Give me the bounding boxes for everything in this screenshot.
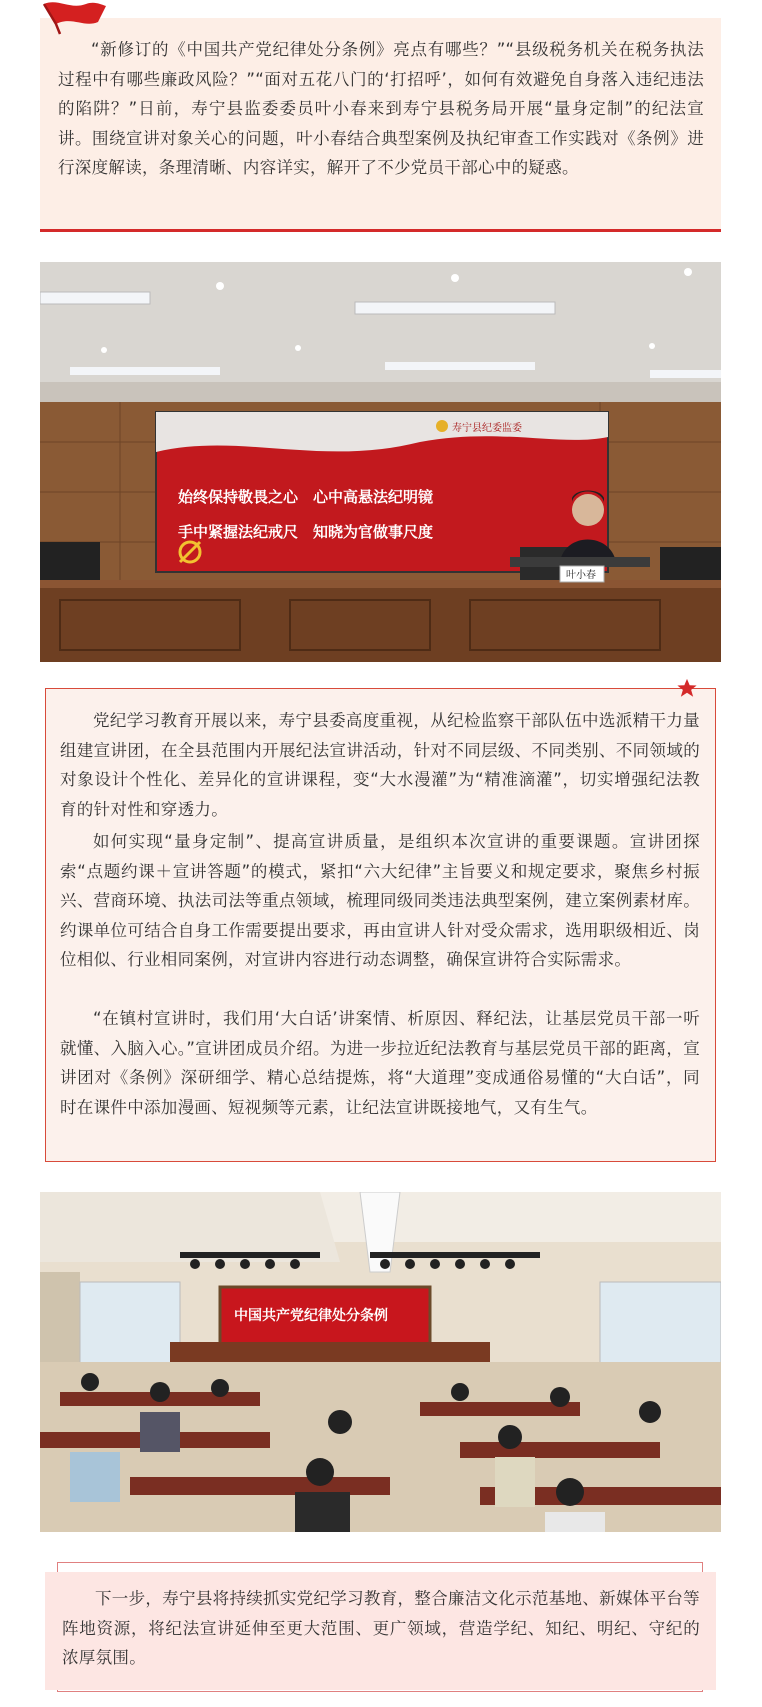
audience-photo <box>40 1192 721 1532</box>
closing-paragraph: 下一步，寿宁县将持续抓实党纪学习教育，整合廉洁文化示范基地、新媒体平台等阵地资源，将纪法宣讲延伸至更大范围、更广领域，营造学纪、知纪、明纪、守纪的浓厚氛围。 <box>62 1589 700 1667</box>
red-flag-icon <box>40 0 110 36</box>
screen-slogan-2: 手中紧握法纪戒尺 知晓为官做事尺度 <box>178 523 434 541</box>
intro-paragraph: “新修订的《中国共产党纪律处分条例》亮点有哪些？”“县级税务机关在税务执法过程中有哪些廉政风险？”“面对五花八门的‘打招呼’，如何有效避免自身落入违纪违法的陷阱？”日前，寿宁县监委委员叶小春来到寿宁县税务局开展“量身定制”的纪法宣讲。围绕宣讲对象关心的问题，叶小春结合典型案例及执纪审查工作实践对《条例》进行深度解读，条理清晰、内容详实，解开了不少党员干部心中的疑惑。 <box>58 40 704 177</box>
screen-title-text: 中国共产党纪律处分条例 <box>234 1308 388 1324</box>
star-icon <box>676 677 698 699</box>
body-paragraph-2: 如何实现“量身定制”、提高宣讲质量，是组织本次宣讲的重要课题。宣讲团探索“点题约课＋宣讲答题”的模式，紧扣“六大纪律”主旨要义和规定要求，聚焦乡村振兴、营商环境、执法司法等重点领域，梳理同级同类违法典型案例，建立案例素材库。约课单位可结合自身工作需要提出要求，再由宣讲人针对受众需求，选用职级相近、岗位相似、行业相同案例，对宣讲内容进行动态调整，确保宣讲符合实际需求。 <box>60 832 700 969</box>
nameplate: 叶小春 <box>566 570 596 581</box>
body-paragraph-3: “在镇村宣讲时，我们用‘大白话’讲案情、析原因、释纪法，让基层党员干部一听就懂、入脑入心。”宣讲团成员介绍。为进一步拉近纪法教育与基层党员干部的距离，宣讲团对《条例》深研细学、精心总结提炼，将“大道理”变成通俗易懂的“大白话”，同时在课件中添加漫画、短视频等元素，让纪法宣讲既接地气，又有生气。 <box>60 1009 700 1117</box>
screen-slogan-1: 始终保持敬畏之心 心中高悬法纪明镜 <box>178 488 434 506</box>
body-paragraph-1: 党纪学习教育开展以来，寿宁县委高度重视，从纪检监察干部队伍中选派精干力量组建宣讲团，在全县范围内开展纪法宣讲活动，针对不同层级、不同类别、不同领域的对象设计个性化、差异化的宣讲课程，变“大水漫灌”为“精准滴灌”，切实增强纪法教育的针对性和穿透力。 <box>60 711 700 819</box>
lecture-photo <box>40 262 721 662</box>
intro-underline <box>40 229 721 232</box>
screen-logo-text: 寿宁县纪委监委 <box>452 423 522 434</box>
